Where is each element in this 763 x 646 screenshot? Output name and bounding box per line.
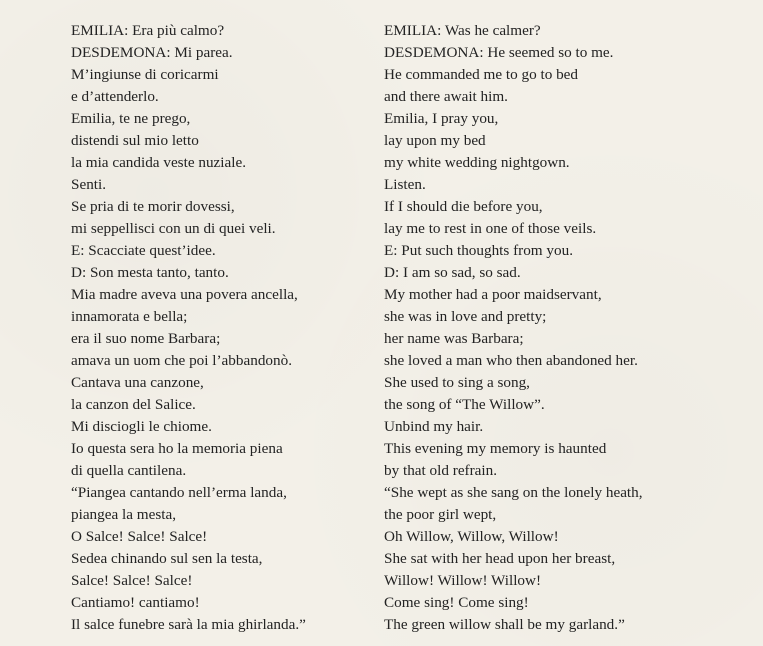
italian-line: Cantiamo! cantiamo! [71, 594, 200, 611]
italian-line: EMILIA: Era più calmo? [71, 22, 225, 39]
italian-line: Mi disciogli le chiome. [71, 418, 212, 435]
italian-line: D: Son mesta tanto, tanto. [71, 264, 229, 281]
english-line: by that old refrain. [384, 462, 498, 479]
english-line: She sat with her head upon her breast, [384, 550, 616, 567]
english-line: Unbind my hair. [384, 418, 484, 435]
english-line: her name was Barbara; [384, 330, 524, 347]
english-line: DESDEMONA: He seemed so to me. [384, 44, 614, 61]
english-line: This evening my memory is haunted [384, 440, 607, 457]
english-line: she loved a man who then abandoned her. [384, 352, 638, 369]
english-line: D: I am so sad, so sad. [384, 264, 521, 281]
italian-line: Emilia, te ne prego, [71, 110, 191, 127]
english-line: and there await him. [384, 88, 508, 105]
english-line: If I should die before you, [384, 198, 543, 215]
italian-line: di quella cantilena. [71, 462, 187, 479]
english-text-column [384, 20, 643, 636]
english-line: my white wedding nightgown. [384, 154, 570, 171]
english-line: “She wept as she sang on the lonely heath, [384, 484, 643, 501]
italian-line: Mia madre aveva una povera ancella, [71, 286, 298, 303]
english-line: lay me to rest in one of those veils. [384, 220, 597, 237]
english-line: E: Put such thoughts from you. [384, 242, 573, 259]
italian-line: e d’attenderlo. [71, 88, 159, 105]
italian-line: Il salce funebre sarà la mia ghirlanda.” [71, 616, 306, 633]
english-line: lay upon my bed [384, 132, 486, 149]
italian-line: Sedea chinando sul sen la testa, [71, 550, 263, 567]
english-line: the poor girl wept, [384, 506, 497, 523]
english-line: He commanded me to go to bed [384, 66, 579, 83]
english-line: Come sing! Come sing! [384, 594, 529, 611]
italian-line: piangea la mesta, [71, 506, 176, 523]
italian-line: distendi sul mio letto [71, 132, 199, 149]
italian-line: DESDEMONA: Mi parea. [71, 44, 233, 61]
italian-line: mi seppellisci con un di quei veli. [71, 220, 276, 237]
english-line: The green willow shall be my garland.” [384, 616, 625, 633]
italian-line: M’ingiunse di coricarmi [71, 66, 219, 83]
italian-line: Io questa sera ho la memoria piena [71, 440, 283, 457]
italian-line: innamorata e bella; [71, 308, 188, 325]
italian-line: la mia candida veste nuziale. [71, 154, 246, 171]
english-line: Listen. [384, 176, 426, 193]
italian-line: amava un uom che poi l’abbandonò. [71, 352, 292, 369]
italian-line: Cantava una canzone, [71, 374, 204, 391]
english-line: Oh Willow, Willow, Willow! [384, 528, 559, 545]
english-line: She used to sing a song, [384, 374, 530, 391]
english-line: the song of “The Willow”. [384, 396, 545, 413]
english-line: she was in love and pretty; [384, 308, 547, 325]
italian-line: era il suo nome Barbara; [71, 330, 221, 347]
italian-line: la canzon del Salice. [71, 396, 196, 413]
english-line: EMILIA: Was he calmer? [384, 22, 541, 39]
italian-line: E: Scacciate quest’idee. [71, 242, 216, 259]
italian-line: Senti. [71, 176, 107, 193]
italian-line: “Piangea cantando nell’erma landa, [71, 484, 287, 501]
italian-line: Salce! Salce! Salce! [71, 572, 193, 589]
italian-line: Se pria di te morir dovessi, [71, 198, 235, 215]
english-line: Emilia, I pray you, [384, 110, 499, 127]
italian-text-column [71, 20, 306, 636]
italian-line: O Salce! Salce! Salce! [71, 528, 208, 545]
english-line: Willow! Willow! Willow! [384, 572, 542, 589]
english-line: My mother had a poor maidservant, [384, 286, 602, 303]
